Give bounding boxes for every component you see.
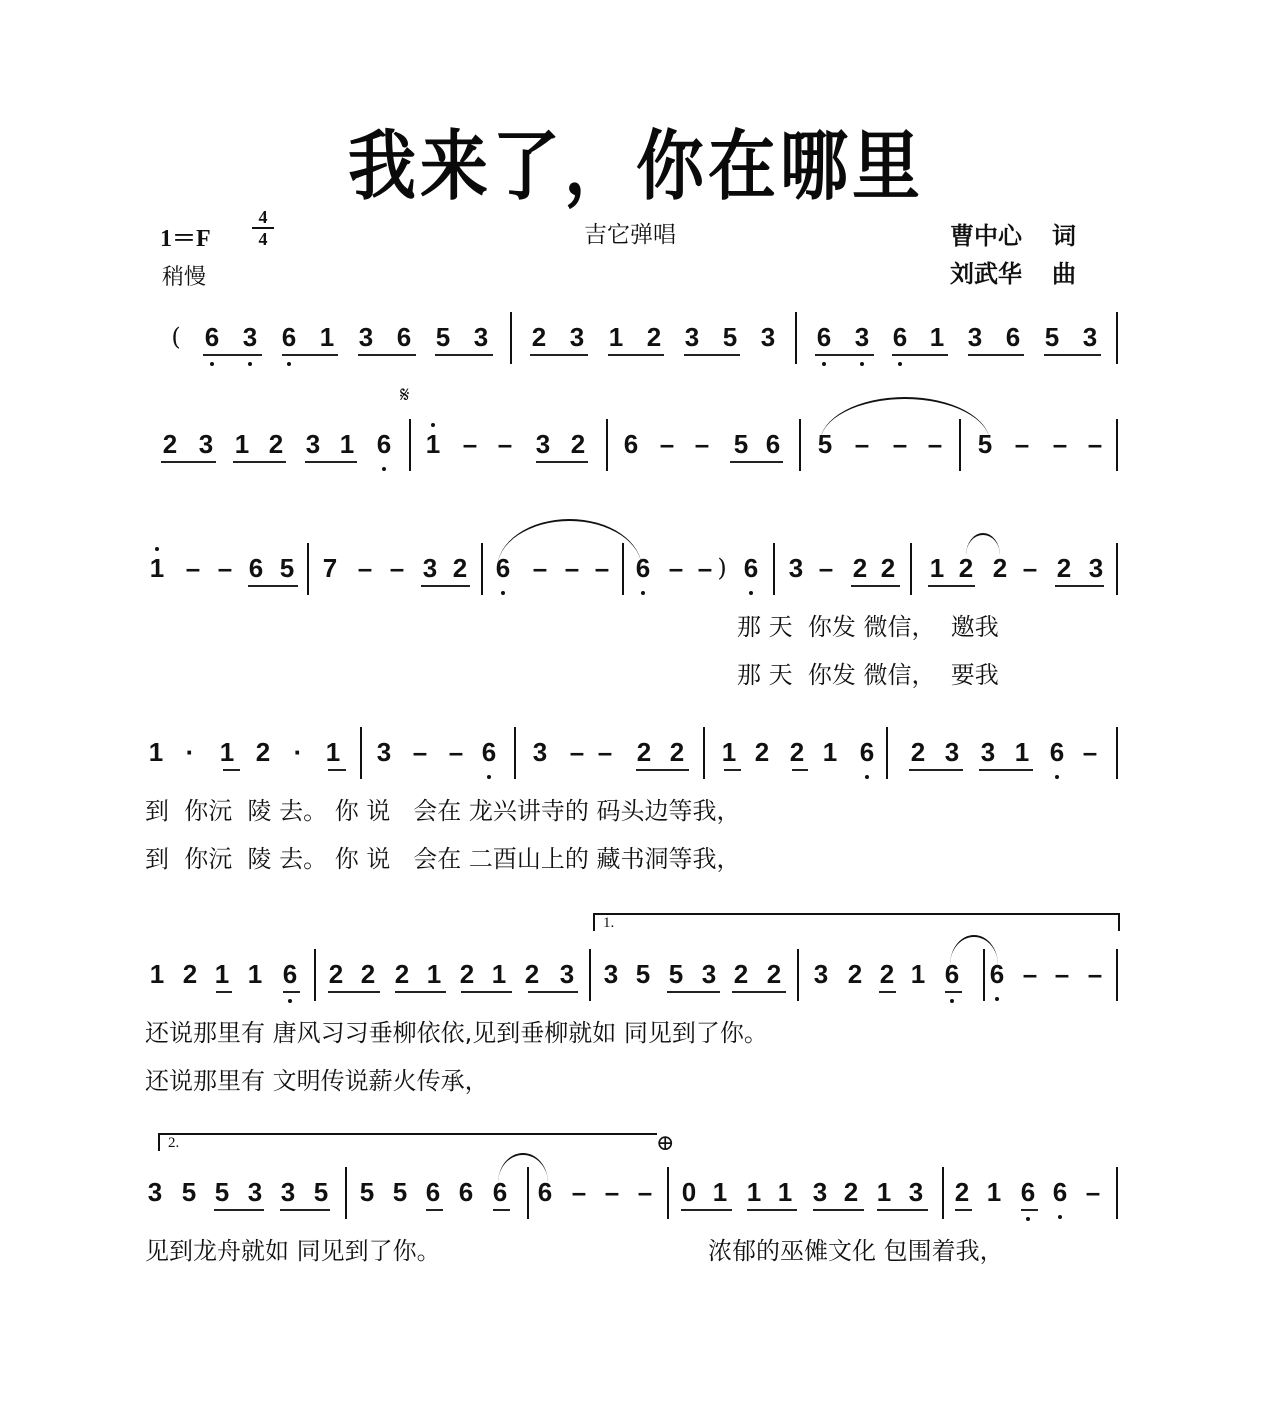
bracket-symbol: ) bbox=[717, 554, 727, 582]
jianpu-note: 3 bbox=[535, 429, 551, 459]
eighth-note-underline bbox=[216, 991, 232, 993]
barline bbox=[481, 543, 483, 595]
sustain-dash: – bbox=[389, 553, 405, 583]
jianpu-note: 5 bbox=[733, 429, 749, 459]
sustain-dash: – bbox=[462, 429, 478, 459]
octave-down-dot bbox=[860, 362, 864, 366]
octave-down-dot bbox=[749, 591, 753, 595]
eighth-note-underline bbox=[877, 1209, 928, 1211]
jianpu-note: 1 bbox=[214, 959, 230, 989]
jianpu-note: 1 bbox=[148, 737, 164, 767]
jianpu-note: 2 bbox=[328, 959, 344, 989]
sustain-dash: – bbox=[597, 737, 613, 767]
jianpu-note: 1 bbox=[149, 959, 165, 989]
jianpu-note: 5 bbox=[392, 1177, 408, 1207]
eighth-note-underline bbox=[395, 991, 446, 993]
jianpu-note: 1 bbox=[929, 322, 945, 352]
eighth-note-underline bbox=[815, 354, 874, 356]
performance-subtitle: 吉它弹唱 bbox=[584, 222, 676, 248]
jianpu-note: 1 bbox=[219, 737, 235, 767]
barline bbox=[797, 949, 799, 1001]
jianpu-note: 3 bbox=[813, 959, 829, 989]
jianpu-note: 1 bbox=[234, 429, 250, 459]
eighth-note-underline bbox=[328, 991, 380, 993]
eighth-note-underline bbox=[528, 991, 578, 993]
tie-slur bbox=[497, 519, 642, 569]
jianpu-note: 2 bbox=[182, 959, 198, 989]
jianpu-note: 2 bbox=[847, 959, 863, 989]
time-signature-bottom: 4 bbox=[258, 229, 268, 249]
jianpu-note: 5 bbox=[181, 1177, 197, 1207]
jianpu-note: 5 bbox=[435, 322, 451, 352]
eighth-note-underline bbox=[730, 461, 783, 463]
jianpu-note: 6 bbox=[1052, 1177, 1068, 1207]
sustain-dash: – bbox=[569, 737, 585, 767]
jianpu-note: 6 bbox=[635, 553, 651, 583]
sustain-dash: – bbox=[659, 429, 675, 459]
sustain-dash: – bbox=[637, 1177, 653, 1207]
eighth-note-underline bbox=[493, 1209, 510, 1211]
eighth-note-underline bbox=[328, 769, 346, 771]
eighth-note-underline bbox=[435, 354, 493, 356]
sustain-dash: – bbox=[1082, 737, 1098, 767]
jianpu-note: 3 bbox=[358, 322, 374, 352]
jianpu-note: 2 bbox=[636, 737, 652, 767]
volta-label: 2. bbox=[168, 1135, 180, 1151]
jianpu-note: 6 bbox=[458, 1177, 474, 1207]
sustain-dash: – bbox=[532, 553, 548, 583]
eighth-note-underline bbox=[684, 354, 740, 356]
barline bbox=[886, 727, 888, 779]
jianpu-note: 2 bbox=[394, 959, 410, 989]
jianpu-note: 2 bbox=[733, 959, 749, 989]
octave-down-dot bbox=[382, 467, 386, 471]
eighth-note-underline bbox=[945, 991, 962, 993]
octave-down-dot bbox=[1026, 1217, 1030, 1221]
jianpu-note: 6 bbox=[859, 737, 875, 767]
jianpu-note: 6 bbox=[495, 553, 511, 583]
sustain-dash: – bbox=[1087, 429, 1103, 459]
sustain-dash: – bbox=[1052, 429, 1068, 459]
octave-down-dot bbox=[487, 775, 491, 779]
barline bbox=[910, 543, 912, 595]
barline bbox=[314, 949, 316, 1001]
jianpu-note: 3 bbox=[701, 959, 717, 989]
jianpu-note: 1 bbox=[425, 429, 441, 459]
jianpu-note: 1 bbox=[910, 959, 926, 989]
barline bbox=[1116, 419, 1118, 471]
eighth-note-underline bbox=[161, 461, 216, 463]
jianpu-note: 6 bbox=[765, 429, 781, 459]
jianpu-note: 1 bbox=[746, 1177, 762, 1207]
jianpu-note: 2 bbox=[646, 322, 662, 352]
lyric-line: 那 天 你发 微信， 要我 bbox=[737, 661, 999, 689]
lyric-line: 浓郁的巫傩文化 包围着我， bbox=[708, 1237, 1004, 1265]
jianpu-note: 3 bbox=[760, 322, 776, 352]
barline bbox=[510, 312, 512, 364]
jianpu-note: 3 bbox=[788, 553, 804, 583]
octave-down-dot bbox=[822, 362, 826, 366]
jianpu-note: 3 bbox=[980, 737, 996, 767]
jianpu-note: 3 bbox=[854, 322, 870, 352]
barline bbox=[799, 419, 801, 471]
sustain-dash: – bbox=[697, 553, 713, 583]
sustain-dash: – bbox=[1022, 553, 1038, 583]
eighth-note-underline bbox=[305, 461, 357, 463]
jianpu-note: 5 bbox=[817, 429, 833, 459]
eighth-note-underline bbox=[282, 354, 338, 356]
eighth-note-underline bbox=[608, 354, 664, 356]
jianpu-note: 6 bbox=[1005, 322, 1021, 352]
octave-down-dot bbox=[865, 775, 869, 779]
jianpu-note: 1 bbox=[876, 1177, 892, 1207]
jianpu-note: 0 bbox=[681, 1177, 697, 1207]
lyric-line: 还说那里有 唐风习习垂柳依依,见到垂柳就如 同见到了你。 bbox=[145, 1019, 768, 1047]
jianpu-note: 3 bbox=[908, 1177, 924, 1207]
barline bbox=[1116, 312, 1118, 364]
sustain-dash: – bbox=[357, 553, 373, 583]
eighth-note-underline bbox=[928, 585, 975, 587]
jianpu-note: 3 bbox=[376, 737, 392, 767]
dotted-note-dot: · bbox=[293, 737, 303, 767]
octave-down-dot bbox=[210, 362, 214, 366]
volta-label: 1. bbox=[603, 915, 615, 931]
eighth-note-underline bbox=[724, 769, 741, 771]
sustain-dash: – bbox=[185, 553, 201, 583]
sustain-dash: – bbox=[448, 737, 464, 767]
jianpu-note: 1 bbox=[721, 737, 737, 767]
jianpu-note: 2 bbox=[879, 959, 895, 989]
jianpu-note: 3 bbox=[473, 322, 489, 352]
tie-slur bbox=[966, 533, 1000, 555]
barline bbox=[795, 312, 797, 364]
octave-down-dot bbox=[950, 999, 954, 1003]
song-title: 我来了，你在哪里 bbox=[347, 122, 924, 212]
eighth-note-underline bbox=[851, 585, 900, 587]
jianpu-note: 1 bbox=[822, 737, 838, 767]
jianpu-note: 1 bbox=[325, 737, 341, 767]
eighth-note-underline bbox=[747, 1209, 797, 1211]
eighth-note-underline bbox=[909, 769, 963, 771]
jianpu-note: 6 bbox=[282, 959, 298, 989]
jianpu-note: 3 bbox=[812, 1177, 828, 1207]
jianpu-note: 6 bbox=[481, 737, 497, 767]
sustain-dash: – bbox=[594, 553, 610, 583]
sustain-dash: – bbox=[1087, 959, 1103, 989]
barline bbox=[773, 543, 775, 595]
key-signature: 1＝F bbox=[160, 226, 211, 252]
jianpu-note: 3 bbox=[280, 1177, 296, 1207]
eighth-note-underline bbox=[421, 585, 470, 587]
time-signature-top: 4 bbox=[258, 207, 268, 227]
eighth-note-underline bbox=[280, 1209, 330, 1211]
eighth-note-underline bbox=[536, 461, 588, 463]
jianpu-note: 6 bbox=[537, 1177, 553, 1207]
octave-down-dot bbox=[288, 999, 292, 1003]
eighth-note-underline bbox=[283, 991, 300, 993]
octave-down-dot bbox=[1058, 1215, 1062, 1219]
jianpu-note: 5 bbox=[722, 322, 738, 352]
lyric-line: 那 天 你发 微信， 邀我 bbox=[737, 613, 999, 641]
eighth-note-underline bbox=[1055, 585, 1104, 587]
jianpu-note: 6 bbox=[623, 429, 639, 459]
barline bbox=[307, 543, 309, 595]
barline bbox=[606, 419, 608, 471]
eighth-note-underline bbox=[233, 461, 286, 463]
sustain-dash: – bbox=[571, 1177, 587, 1207]
jianpu-note: 6 bbox=[492, 1177, 508, 1207]
jianpu-note: 2 bbox=[1056, 553, 1072, 583]
composer-credit bbox=[950, 254, 1076, 289]
eighth-note-underline bbox=[223, 769, 240, 771]
octave-down-dot bbox=[248, 362, 252, 366]
eighth-note-underline bbox=[968, 354, 1024, 356]
jianpu-note: 6 bbox=[1049, 737, 1065, 767]
jianpu-note: 2 bbox=[880, 553, 896, 583]
jianpu-note: 6 bbox=[1020, 1177, 1036, 1207]
eighth-note-underline bbox=[203, 354, 262, 356]
jianpu-note: 5 bbox=[668, 959, 684, 989]
jianpu-note: 2 bbox=[162, 429, 178, 459]
eighth-note-underline bbox=[530, 354, 588, 356]
jianpu-note: 6 bbox=[248, 553, 264, 583]
jianpu-note: 6 bbox=[892, 322, 908, 352]
eighth-note-underline bbox=[358, 354, 416, 356]
sustain-dash: – bbox=[497, 429, 513, 459]
jianpu-note: 2 bbox=[954, 1177, 970, 1207]
sustain-dash: – bbox=[604, 1177, 620, 1207]
sustain-dash: – bbox=[1054, 959, 1070, 989]
jianpu-note: 3 bbox=[559, 959, 575, 989]
barline bbox=[345, 1167, 347, 1219]
jianpu-note: 6 bbox=[204, 322, 220, 352]
jianpu-note: 1 bbox=[986, 1177, 1002, 1207]
barline bbox=[1116, 543, 1118, 595]
time-signature bbox=[252, 208, 274, 248]
jianpu-note: 1 bbox=[712, 1177, 728, 1207]
jianpu-note: 6 bbox=[743, 553, 759, 583]
jianpu-note: 3 bbox=[944, 737, 960, 767]
eighth-note-underline bbox=[1044, 354, 1101, 356]
jianpu-note: 3 bbox=[569, 322, 585, 352]
lyric-line: 见到龙舟就如 同见到了你。 bbox=[145, 1237, 441, 1265]
eighth-note-underline bbox=[979, 769, 1033, 771]
jianpu-note: 6 bbox=[396, 322, 412, 352]
jianpu-note: 1 bbox=[929, 553, 945, 583]
tie-slur bbox=[820, 397, 990, 443]
jianpu-note: 7 bbox=[322, 553, 338, 583]
jianpu-note: 6 bbox=[281, 322, 297, 352]
eighth-note-underline bbox=[636, 769, 689, 771]
jianpu-note: 2 bbox=[766, 959, 782, 989]
jianpu-note: 6 bbox=[816, 322, 832, 352]
jianpu-note: 3 bbox=[532, 737, 548, 767]
eighth-note-underline bbox=[792, 769, 808, 771]
dotted-note-dot: · bbox=[185, 737, 195, 767]
sustain-dash: – bbox=[818, 553, 834, 583]
sustain-dash: – bbox=[892, 429, 908, 459]
jianpu-note: 5 bbox=[214, 1177, 230, 1207]
eighth-note-underline bbox=[879, 991, 896, 993]
sustain-dash: – bbox=[1085, 1177, 1101, 1207]
lyricist-role: 词 bbox=[1052, 222, 1076, 250]
eighth-note-underline bbox=[214, 1209, 264, 1211]
jianpu-note: 2 bbox=[958, 553, 974, 583]
jianpu-note: 1 bbox=[1014, 737, 1030, 767]
segno-icon: 𝄋 bbox=[400, 383, 410, 408]
octave-down-dot bbox=[641, 591, 645, 595]
composer-name: 刘武华 bbox=[950, 260, 1022, 288]
sustain-dash: – bbox=[694, 429, 710, 459]
bracket-symbol: ( bbox=[171, 323, 181, 351]
jianpu-note: 5 bbox=[313, 1177, 329, 1207]
jianpu-note: 6 bbox=[376, 429, 392, 459]
jianpu-note: 2 bbox=[570, 429, 586, 459]
jianpu-note: 3 bbox=[1088, 553, 1104, 583]
jianpu-note: 2 bbox=[754, 737, 770, 767]
lyric-line: 还说那里有 文明传说薪火传承， bbox=[145, 1067, 489, 1095]
tie-slur bbox=[950, 935, 998, 965]
jianpu-note: 2 bbox=[268, 429, 284, 459]
jianpu-note: 2 bbox=[255, 737, 271, 767]
eighth-note-underline bbox=[1021, 1209, 1038, 1211]
lyric-line: 到 你沅 陵 去。 你 说 会在 二酉山上的 藏书洞等我， bbox=[145, 845, 741, 873]
barline bbox=[942, 1167, 944, 1219]
jianpu-note: 3 bbox=[247, 1177, 263, 1207]
eighth-note-underline bbox=[248, 585, 298, 587]
sustain-dash: – bbox=[564, 553, 580, 583]
jianpu-note: 2 bbox=[531, 322, 547, 352]
tempo-marking: 稍慢 bbox=[162, 265, 207, 290]
composer-role: 曲 bbox=[1052, 260, 1076, 288]
jianpu-note: 1 bbox=[491, 959, 507, 989]
jianpu-note: 2 bbox=[852, 553, 868, 583]
sustain-dash: – bbox=[854, 429, 870, 459]
jianpu-note: 6 bbox=[989, 959, 1005, 989]
jianpu-note: 6 bbox=[944, 959, 960, 989]
jianpu-note: 1 bbox=[777, 1177, 793, 1207]
jianpu-note: 3 bbox=[305, 429, 321, 459]
jianpu-note: 2 bbox=[910, 737, 926, 767]
jianpu-note: 3 bbox=[1082, 322, 1098, 352]
lyric-line: 到 你沅 陵 去。 你 说 会在 龙兴讲寺的 码头边等我， bbox=[145, 797, 741, 825]
jianpu-note: 5 bbox=[635, 959, 651, 989]
sustain-dash: – bbox=[217, 553, 233, 583]
barline bbox=[589, 949, 591, 1001]
jianpu-note: 2 bbox=[789, 737, 805, 767]
jianpu-note: 3 bbox=[603, 959, 619, 989]
octave-down-dot bbox=[898, 362, 902, 366]
barline bbox=[1116, 949, 1118, 1001]
sustain-dash: – bbox=[668, 553, 684, 583]
barline bbox=[360, 727, 362, 779]
jianpu-note: 2 bbox=[992, 553, 1008, 583]
octave-down-dot bbox=[995, 997, 999, 1001]
sustain-dash: – bbox=[927, 429, 943, 459]
sustain-dash: – bbox=[1014, 429, 1030, 459]
lyricist-name: 曹中心 bbox=[950, 222, 1022, 250]
eighth-note-underline bbox=[461, 991, 512, 993]
jianpu-note: 2 bbox=[452, 553, 468, 583]
jianpu-note: 1 bbox=[608, 322, 624, 352]
jianpu-note: 5 bbox=[1044, 322, 1060, 352]
jianpu-note: 6 bbox=[425, 1177, 441, 1207]
eighth-note-underline bbox=[892, 354, 948, 356]
eighth-note-underline bbox=[955, 1209, 972, 1211]
octave-up-dot bbox=[155, 547, 159, 551]
jianpu-note: 3 bbox=[147, 1177, 163, 1207]
octave-down-dot bbox=[287, 362, 291, 366]
volta-bracket bbox=[158, 1133, 657, 1151]
barline bbox=[667, 1167, 669, 1219]
barline bbox=[514, 727, 516, 779]
eighth-note-underline bbox=[813, 1209, 864, 1211]
sustain-dash: – bbox=[1022, 959, 1038, 989]
octave-down-dot bbox=[501, 591, 505, 595]
jianpu-note: 3 bbox=[967, 322, 983, 352]
barline bbox=[703, 727, 705, 779]
barline bbox=[1116, 727, 1118, 779]
coda-icon: ⊕ bbox=[656, 1131, 675, 1156]
jianpu-note: 1 bbox=[339, 429, 355, 459]
jianpu-note: 3 bbox=[684, 322, 700, 352]
tie-slur bbox=[498, 1153, 548, 1183]
barline bbox=[1116, 1167, 1118, 1219]
jianpu-note: 5 bbox=[279, 553, 295, 583]
eighth-note-underline bbox=[732, 991, 786, 993]
barline bbox=[409, 419, 411, 471]
jianpu-note: 2 bbox=[524, 959, 540, 989]
lyricist-credit bbox=[950, 216, 1076, 251]
jianpu-note: 2 bbox=[360, 959, 376, 989]
jianpu-note: 1 bbox=[426, 959, 442, 989]
octave-up-dot bbox=[431, 423, 435, 427]
jianpu-note: 1 bbox=[149, 553, 165, 583]
sustain-dash: – bbox=[412, 737, 428, 767]
jianpu-note: 1 bbox=[247, 959, 263, 989]
jianpu-note: 1 bbox=[319, 322, 335, 352]
jianpu-note: 2 bbox=[843, 1177, 859, 1207]
octave-down-dot bbox=[1055, 775, 1059, 779]
volta-bracket bbox=[593, 913, 1120, 931]
eighth-note-underline bbox=[681, 1209, 732, 1211]
jianpu-note: 5 bbox=[977, 429, 993, 459]
jianpu-note: 2 bbox=[669, 737, 685, 767]
jianpu-note: 2 bbox=[459, 959, 475, 989]
jianpu-note: 3 bbox=[242, 322, 258, 352]
eighth-note-underline bbox=[426, 1209, 443, 1211]
jianpu-note: 5 bbox=[359, 1177, 375, 1207]
eighth-note-underline bbox=[667, 991, 720, 993]
jianpu-note: 3 bbox=[198, 429, 214, 459]
jianpu-note: 3 bbox=[422, 553, 438, 583]
